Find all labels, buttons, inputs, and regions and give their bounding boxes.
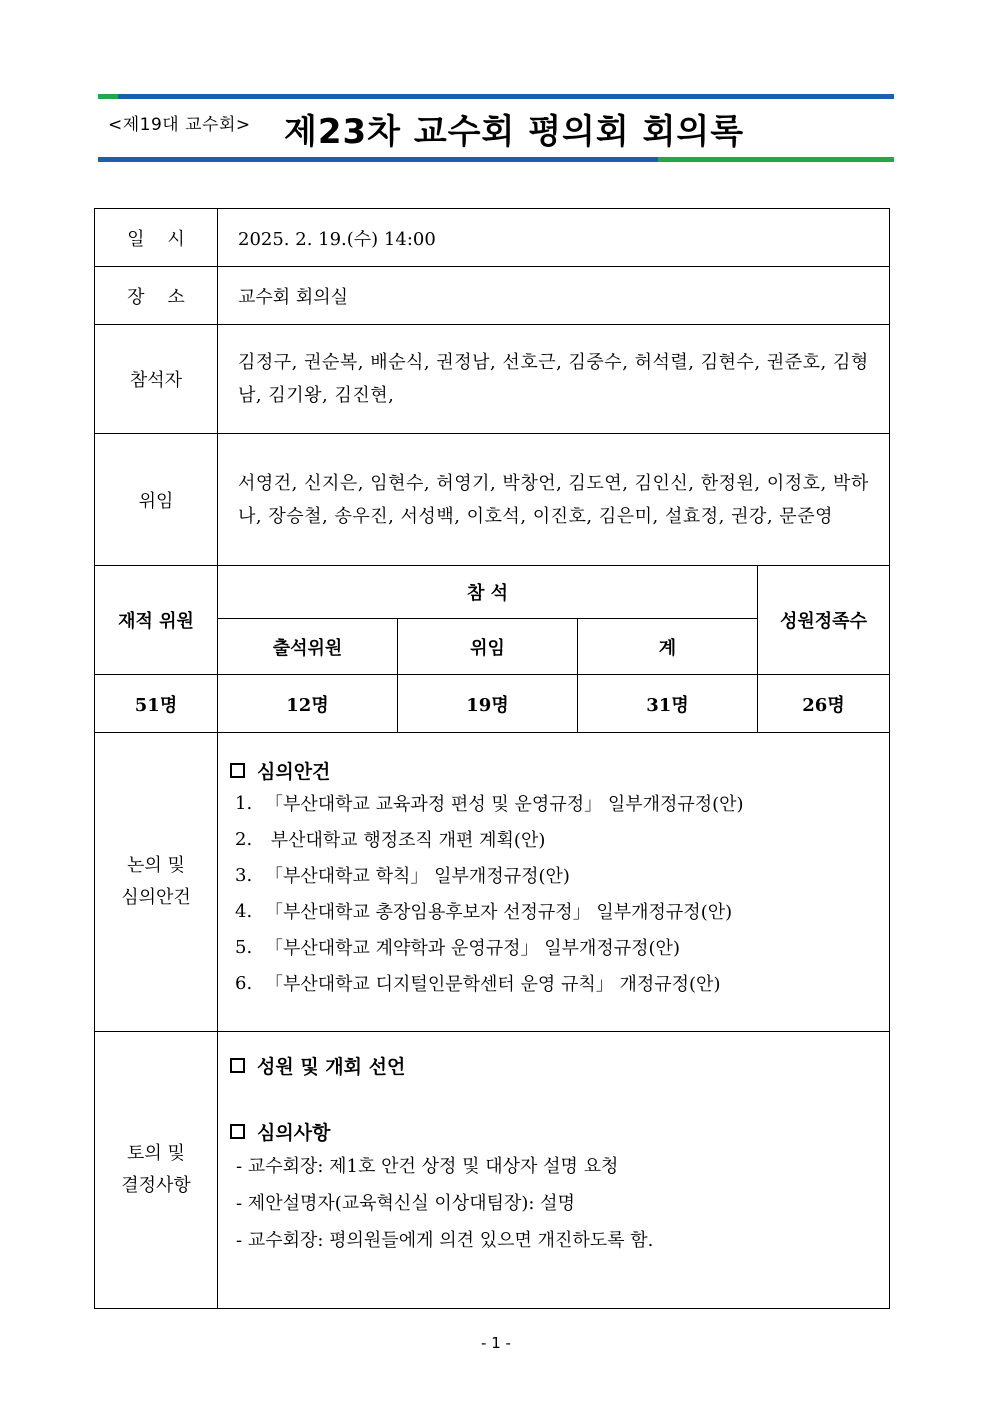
agenda-item-number: 6.: [235, 972, 253, 994]
date-label: 일 시: [95, 209, 218, 267]
agenda-item-text: 「부산대학교 계약학과 운영규정」 일부개정규정(안): [265, 938, 680, 959]
document-header: [98, 94, 894, 164]
page-title: 제23차 교수회 평의회 회의록: [284, 112, 745, 152]
discussion-list: [228, 1146, 879, 1257]
place-row: [95, 267, 890, 325]
agenda-row: [95, 733, 890, 1032]
stats-value-row: [95, 675, 890, 733]
agenda-label: [95, 733, 218, 1032]
proxy-row: [95, 434, 890, 566]
checkbox-square-icon: [230, 1058, 245, 1073]
discussion-label-line1: 토의 및: [127, 1143, 185, 1164]
page-number: - 1 -: [481, 1334, 511, 1352]
review-heading: [230, 1116, 879, 1146]
agenda-item: [228, 857, 879, 893]
attendees-list: 김정구, 권순복, 배순식, 권정남, 선호근, 김중수, 허석렬, 김현수, 권준호, 김형남, 김기왕, 김진현,: [218, 325, 890, 434]
opening-heading-text: 성원 및 개회 선언: [257, 1055, 406, 1078]
discussion-label-line2: 결정사항: [121, 1175, 191, 1196]
agenda-item-number: 4.: [235, 900, 253, 922]
attendees-label: 참석자: [95, 325, 218, 434]
total-label: 계: [578, 619, 758, 675]
enrolled-label: 재적 위원: [95, 566, 218, 675]
present-value: 12명: [218, 675, 398, 733]
place-value: 교수회 회의실: [218, 267, 890, 325]
proxy-count-label: 위임: [398, 619, 578, 675]
agenda-item: [228, 965, 879, 1001]
discussion-label: [95, 1032, 218, 1309]
agenda-item-text: 부산대학교 행정조직 개편 계획(안): [265, 830, 546, 851]
checkbox-square-icon: [230, 763, 245, 778]
header-top-bar: [98, 94, 894, 99]
agenda-item-number: 1.: [235, 792, 253, 814]
agenda-item: [228, 893, 879, 929]
minutes-table: [94, 208, 890, 1309]
review-heading-text: 심의사항: [257, 1121, 331, 1144]
agenda-item-number: 5.: [235, 936, 253, 958]
agenda-item: [228, 785, 879, 821]
agenda-heading-text: 심의안건: [257, 760, 331, 783]
agenda-item-number: 2.: [235, 828, 253, 850]
header-bottom-bar: [98, 157, 894, 162]
agenda-item-text: 「부산대학교 교육과정 편성 및 운영규정」 일부개정규정(안): [265, 794, 744, 815]
place-label: 장 소: [95, 267, 218, 325]
enrolled-value: 51명: [95, 675, 218, 733]
discussion-item: - 제안설명자(교육혁신실 이상대팀장): 설명: [236, 1192, 575, 1214]
checkbox-square-icon: [230, 1124, 245, 1139]
proxy-count-value: 19명: [398, 675, 578, 733]
date-value: 2025. 2. 19.(수) 14:00: [218, 209, 890, 267]
attendees-row: [95, 325, 890, 434]
agenda-label-line1: 논의 및: [127, 855, 185, 876]
discussion-row: [95, 1032, 890, 1309]
agenda-content: [218, 733, 890, 1032]
agenda-label-line2: 심의안건: [121, 887, 191, 908]
opening-heading: [230, 1050, 879, 1080]
quorum-value: 26명: [758, 675, 890, 733]
proxy-list: 서영건, 신지은, 임현수, 허영기, 박창언, 김도연, 김인신, 한정원, 이정호, 박하나, 장승철, 송우진, 서성백, 이호석, 이진호, 김은미, 설효정, 권강, 문준영: [218, 434, 890, 566]
discussion-content: [218, 1032, 890, 1309]
agenda-item: [228, 821, 879, 857]
present-label: 출석위원: [218, 619, 398, 675]
agenda-list: [228, 785, 879, 1001]
agenda-item-text: 「부산대학교 총장임용후보자 선정규정」 일부개정규정(안): [265, 902, 733, 923]
discussion-item: - 교수회장: 제1호 안건 상정 및 대상자 설명 요청: [236, 1155, 619, 1177]
proxy-label: 위임: [95, 434, 218, 566]
stats-header-row: [95, 566, 890, 619]
date-row: [95, 209, 890, 267]
discussion-item: - 교수회장: 평의원들에게 의견 있으면 개진하도록 함.: [236, 1229, 654, 1251]
agenda-item-text: 「부산대학교 학칙」 일부개정규정(안): [265, 866, 570, 887]
agenda-item-text: 「부산대학교 디지털인문학센터 운영 규칙」 개정규정(안): [265, 974, 721, 995]
agenda-item: [228, 929, 879, 965]
attend-label: 참 석: [218, 566, 758, 619]
agenda-item-number: 3.: [235, 864, 253, 886]
agenda-heading: [230, 755, 879, 785]
council-subtitle: <제19대 교수회>: [108, 115, 251, 135]
quorum-label: 성원정족수: [758, 566, 890, 675]
total-value: 31명: [578, 675, 758, 733]
